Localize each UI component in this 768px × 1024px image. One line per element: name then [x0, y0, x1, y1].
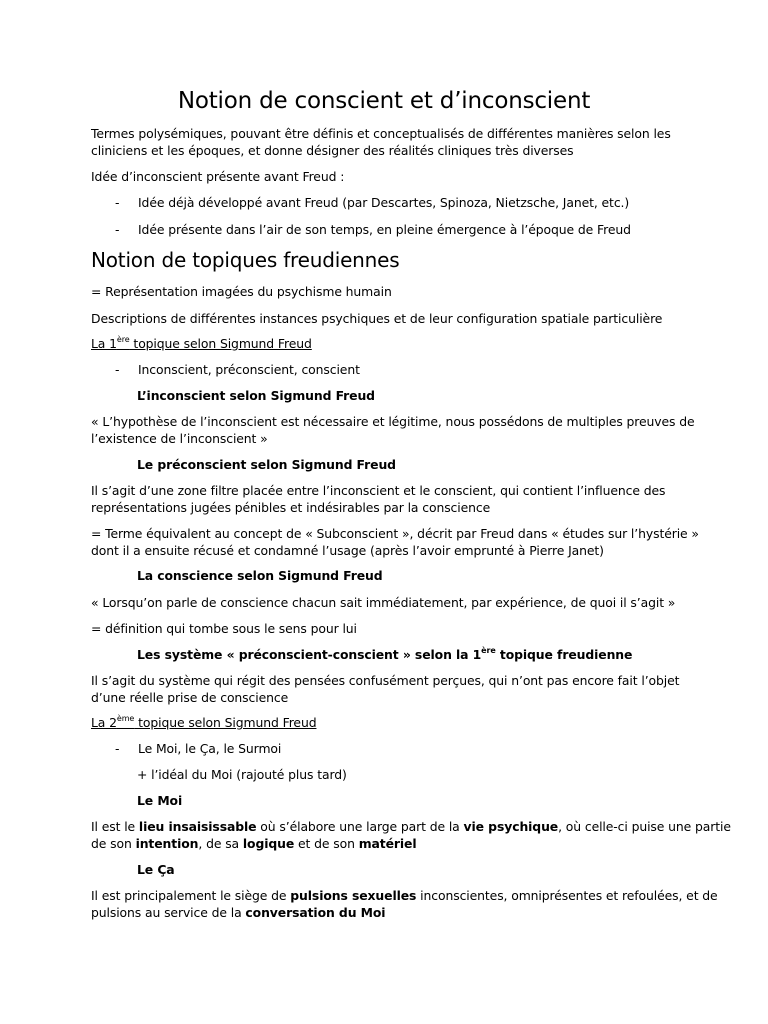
bullet-marker: -: [115, 741, 120, 756]
paragraph: « Lorsqu’on parle de conscience chacun sait immédiatement, par expérience, de quoi il s’agit »: [91, 595, 676, 610]
topique-2-heading: La 2ème topique selon Sigmund Freud: [91, 713, 317, 730]
paragraph-line: Il est principalement le siège de pulsions sexuelles inconscientes, omniprésentes et refoulées, et de: [91, 888, 718, 903]
paragraph-line: = Terme équivalent au concept de « Subconscient », décrit par Freud dans « études sur l’hystérie »: [91, 526, 699, 541]
list-item: Idée déjà développé avant Freud (par Descartes, Spinoza, Nietzsche, Janet, etc.): [138, 195, 630, 210]
list-item-continuation: + l’idéal du Moi (rajouté plus tard): [137, 767, 347, 782]
subheading-conscience: La conscience selon Sigmund Freud: [137, 568, 383, 583]
paragraph-line: l’existence de l’inconscient »: [91, 431, 268, 446]
paragraph-line: de son intention, de sa logique et de son matériel: [91, 836, 417, 851]
section-heading: Notion de topiques freudiennes: [91, 248, 400, 272]
list-item: Idée présente dans l’air de son temps, en pleine émergence à l’époque de Freud: [138, 222, 631, 237]
document-title: Notion de conscient et d’inconscient: [177, 88, 591, 114]
paragraph-line: Il s’agit d’une zone filtre placée entre l’inconscient et le conscient, qui contient l’influence des: [91, 483, 666, 498]
intro-paragraph-2: Idée d’inconscient présente avant Freud :: [91, 169, 345, 184]
paragraph: = Représentation imagées du psychisme humain: [91, 284, 392, 299]
paragraph-line: « L’hypothèse de l’inconscient est nécessaire et légitime, nous possédons de multiples preuves de: [91, 414, 695, 429]
bullet-marker: -: [115, 222, 120, 237]
intro-paragraph-line-2: cliniciens et les époques, et donne désigner des réalités cliniques très diverses: [91, 143, 574, 158]
paragraph-line: représentations jugées pénibles et indésirables par la conscience: [91, 500, 491, 515]
subheading-preconscient: Le préconscient selon Sigmund Freud: [137, 457, 396, 472]
paragraph-line: Il s’agit du système qui régit des pensées confusément perçues, qui n’ont pas encore fait l’objet: [91, 673, 680, 688]
intro-paragraph-line-1: Termes polysémiques, pouvant être définis et conceptualisés de différentes manières selon les: [91, 126, 671, 141]
subheading-systeme: Les système « préconscient-conscient » selon la 1ère topique freudienne: [137, 645, 633, 662]
paragraph-line: pulsions au service de la conversation du Moi: [91, 905, 386, 920]
paragraph: = définition qui tombe sous le sens pour lui: [91, 621, 357, 636]
subheading-inconscient: L’inconscient selon Sigmund Freud: [137, 388, 375, 403]
paragraph: Descriptions de différentes instances psychiques et de leur configuration spatiale particulière: [91, 311, 663, 326]
paragraph-line: dont il a ensuite récusé et condamné l’usage (après l’avoir emprunté à Pierre Janet): [91, 543, 604, 558]
subheading-ca: Le Ça: [137, 862, 175, 877]
bullet-marker: -: [115, 195, 120, 210]
paragraph-line: d’une réelle prise de conscience: [91, 690, 289, 705]
list-item: Inconscient, préconscient, conscient: [138, 362, 360, 377]
bullet-marker: -: [115, 362, 120, 377]
topique-1-heading: La 1ère topique selon Sigmund Freud: [91, 334, 312, 351]
list-item: Le Moi, le Ça, le Surmoi: [138, 741, 282, 756]
paragraph-line: Il est le lieu insaisissable où s’élabore une large part de la vie psychique, où celle-ci puise une partie: [91, 819, 731, 834]
subheading-moi: Le Moi: [137, 793, 183, 808]
